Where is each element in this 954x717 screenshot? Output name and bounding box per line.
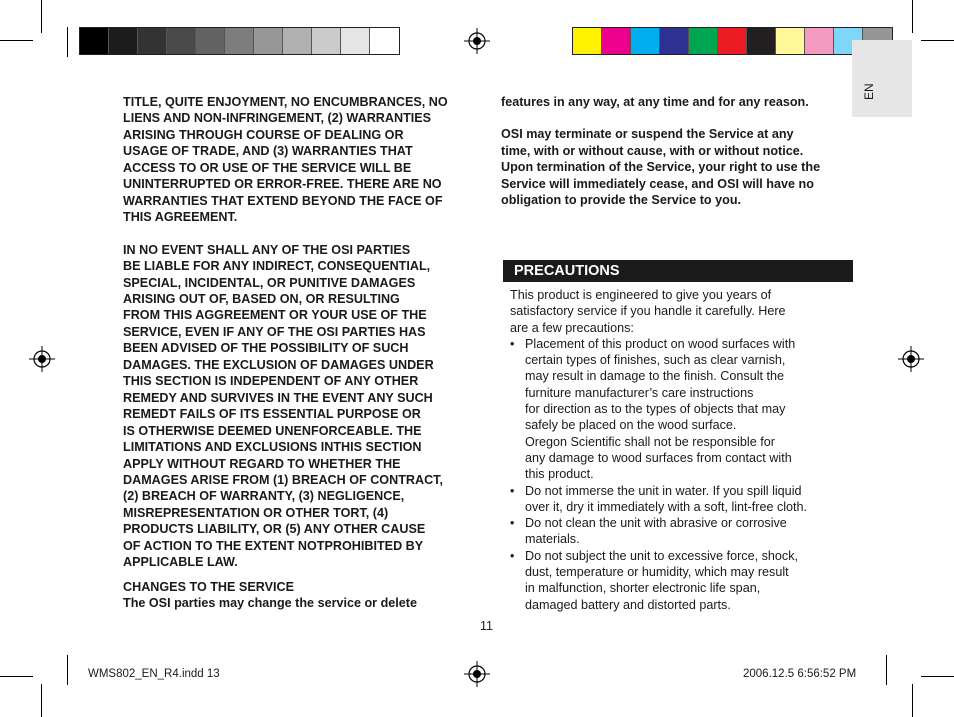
- color-swatch: [689, 28, 718, 54]
- grayscale-swatch: [138, 28, 167, 54]
- text-line: OF ACTION TO THE EXTENT NOTPROHIBITED BY: [123, 538, 424, 553]
- grayscale-bar: [79, 27, 400, 55]
- crop-mark: [0, 676, 33, 677]
- registration-mark-icon: [464, 28, 490, 54]
- color-swatch: [631, 28, 660, 54]
- color-swatch: [660, 28, 689, 54]
- precaution-item: [510, 548, 807, 613]
- changes-text: The OSI parties may change the service or delete: [123, 596, 417, 611]
- crop-mark: [921, 40, 954, 41]
- text-line: APPLICABLE LAW.: [123, 555, 238, 570]
- crop-mark: [67, 655, 68, 685]
- color-swatch: [602, 28, 631, 54]
- page-number: 11: [480, 619, 493, 633]
- text-line: for direction as to the types of objects that may: [525, 402, 786, 417]
- text-line: APPLY WITHOUT REGARD TO WHETHER THE: [123, 456, 401, 471]
- text-line: furniture manufacturer’s care instructions: [525, 385, 754, 400]
- grayscale-swatch: [80, 28, 109, 54]
- text-line: over it, dry it immediately with a soft, lint-free cloth.: [525, 499, 808, 514]
- precautions-body: [510, 287, 807, 613]
- bullet-icon: •: [510, 516, 515, 531]
- bullet-icon: •: [510, 336, 515, 351]
- text-line: WARRANTIES THAT EXTEND BEYOND THE FACE OF: [123, 193, 443, 208]
- color-swatch: [573, 28, 602, 54]
- text-line: Upon termination of the Service, your right to use the: [501, 160, 821, 175]
- text-line: safely be placed on the wood surface.: [525, 418, 737, 433]
- color-bar: [572, 27, 893, 55]
- text-line: ARISING THROUGH COURSE OF DEALING OR: [123, 127, 404, 142]
- text-line: BEEN ADVISED OF THE POSSIBILITY OF SUCH: [123, 341, 409, 356]
- registration-mark-icon: [898, 346, 924, 372]
- color-swatch: [718, 28, 747, 54]
- right-column: [501, 94, 820, 209]
- text-line: PRODUCTS LIABILITY, OR (5) ANY OTHER CAUSE: [123, 522, 426, 537]
- bullet-icon: •: [510, 483, 515, 498]
- text-line: REMEDT FAILS OF ITS ESSENTIAL PURPOSE OR: [123, 407, 421, 422]
- precaution-item: [510, 336, 807, 483]
- text-line: DAMAGES ARISE FROM (1) BREACH OF CONTRACT,: [123, 472, 443, 487]
- text-line: may result in damage to the finish. Consult the: [525, 369, 785, 384]
- text-line: USAGE OF TRADE, AND (3) WARRANTIES THAT: [123, 144, 413, 159]
- text-line: THIS SECTION IS INDEPENDENT OF ANY OTHER: [123, 374, 419, 389]
- crop-mark: [67, 27, 68, 57]
- text-line: (2) BREACH OF WARRANTY, (3) NEGLIGENCE,: [123, 489, 405, 504]
- text-line: SERVICE, EVEN IF ANY OF THE OSI PARTIES HAS: [123, 324, 426, 339]
- text-line: REMEDY AND SURVIVES IN THE EVENT ANY SUCH: [123, 390, 433, 405]
- bullet-icon: •: [510, 548, 515, 563]
- precaution-text: Do not immerse the unit in water. If you spill liquid: [525, 483, 802, 498]
- language-tab-label: EN: [862, 83, 876, 100]
- text-line: ACCESS TO OR USE OF THE SERVICE WILL BE: [123, 160, 412, 175]
- text-line: time, with or without cause, with or without notice.: [501, 143, 804, 158]
- text-line: IN NO EVENT SHALL ANY OF THE OSI PARTIES: [123, 242, 411, 257]
- text-line: BE LIABLE FOR ANY INDIRECT, CONSEQUENTIAL,: [123, 259, 431, 274]
- changes-heading: CHANGES TO THE SERVICE: [123, 579, 294, 594]
- text-line: This product is engineered to give you years of: [510, 288, 772, 302]
- liability-paragraph: [123, 242, 448, 571]
- color-swatch: [747, 28, 776, 54]
- precaution-item: [510, 483, 807, 516]
- crop-mark: [912, 684, 913, 717]
- registration-mark-icon: [29, 346, 55, 372]
- text-line: DAMAGES. THE EXCLUSION OF DAMAGES UNDER: [123, 357, 434, 372]
- precautions-heading: PRECAUTIONS: [503, 260, 853, 282]
- color-swatch: [776, 28, 805, 54]
- grayscale-swatch: [254, 28, 283, 54]
- text-line: obligation to provide the Service to you.: [501, 193, 742, 208]
- text-line: FROM THIS AGGREEMENT OR YOUR USE OF THE: [123, 308, 427, 323]
- language-tab: [852, 40, 912, 117]
- text-line: in malfunction, shorter electronic life span,: [525, 581, 761, 596]
- grayscale-swatch: [312, 28, 341, 54]
- grayscale-swatch: [167, 28, 196, 54]
- precaution-text: Do not subject the unit to excessive force, shock,: [525, 548, 799, 563]
- left-column: [123, 94, 448, 612]
- crop-mark: [41, 684, 42, 717]
- text-line: damaged battery and distorted parts.: [525, 597, 731, 612]
- text-line: any damage to wood surfaces from contact with: [525, 450, 792, 465]
- text-line: SPECIAL, INCIDENTAL, OR PUNITIVE DAMAGES: [123, 275, 416, 290]
- crop-mark: [41, 0, 42, 33]
- crop-mark: [886, 655, 887, 685]
- color-swatch: [805, 28, 834, 54]
- termination-paragraph: [501, 126, 820, 208]
- footer-timestamp: 2006.12.5 6:56:52 PM: [743, 668, 857, 680]
- text-line: Service will immediately cease, and OSI will have no: [501, 176, 814, 191]
- text-line: LIENS AND NON-INFRINGEMENT, (2) WARRANTIES: [123, 111, 432, 126]
- text-line: dust, temperature or humidity, which may result: [525, 565, 789, 580]
- text-line: Oregon Scientific shall not be responsible for: [525, 434, 775, 449]
- crop-mark: [0, 40, 33, 41]
- grayscale-swatch: [341, 28, 370, 54]
- text-line: are a few precautions:: [510, 320, 634, 335]
- precautions-intro: [510, 287, 807, 336]
- grayscale-swatch: [109, 28, 138, 54]
- warranty-paragraph: [123, 94, 448, 226]
- text-line: UNINTERRUPTED OR ERROR-FREE. THERE ARE NO: [123, 177, 442, 192]
- precaution-text: Placement of this product on wood surfaces with: [525, 336, 796, 351]
- text-line: MISREPRESENTATION OR OTHER TORT, (4): [123, 505, 389, 520]
- text-line: materials.: [525, 532, 580, 547]
- text-line: THIS AGREEMENT.: [123, 210, 238, 225]
- text-line: ARISING OUT OF, BASED ON, OR RESULTING: [123, 291, 400, 306]
- text-line: LIMITATIONS AND EXCLUSIONS INTHIS SECTION: [123, 440, 422, 455]
- text-line: certain types of finishes, such as clear varnish,: [525, 353, 786, 368]
- registration-mark-icon: [464, 661, 490, 687]
- changes-text-continued: features in any way, at any time and for any reason.: [501, 95, 809, 109]
- text-line: OSI may terminate or suspend the Service at any: [501, 127, 794, 142]
- text-line: TITLE, QUITE ENJOYMENT, NO ENCUMBRANCES, NO: [123, 95, 448, 109]
- grayscale-swatch: [225, 28, 254, 54]
- grayscale-swatch: [196, 28, 225, 54]
- grayscale-swatch: [283, 28, 312, 54]
- crop-mark: [912, 0, 913, 33]
- precaution-item: [510, 515, 807, 548]
- crop-mark: [921, 676, 954, 677]
- text-line: satisfactory service if you handle it carefully. Here: [510, 304, 786, 319]
- text-line: this product.: [525, 467, 594, 482]
- grayscale-swatch: [370, 28, 399, 54]
- footer-filename: WMS802_EN_R4.indd 13: [88, 668, 220, 680]
- precaution-text: Do not clean the unit with abrasive or corrosive: [525, 516, 787, 531]
- text-line: IS OTHERWISE DEEMED UNENFORCEABLE. THE: [123, 423, 422, 438]
